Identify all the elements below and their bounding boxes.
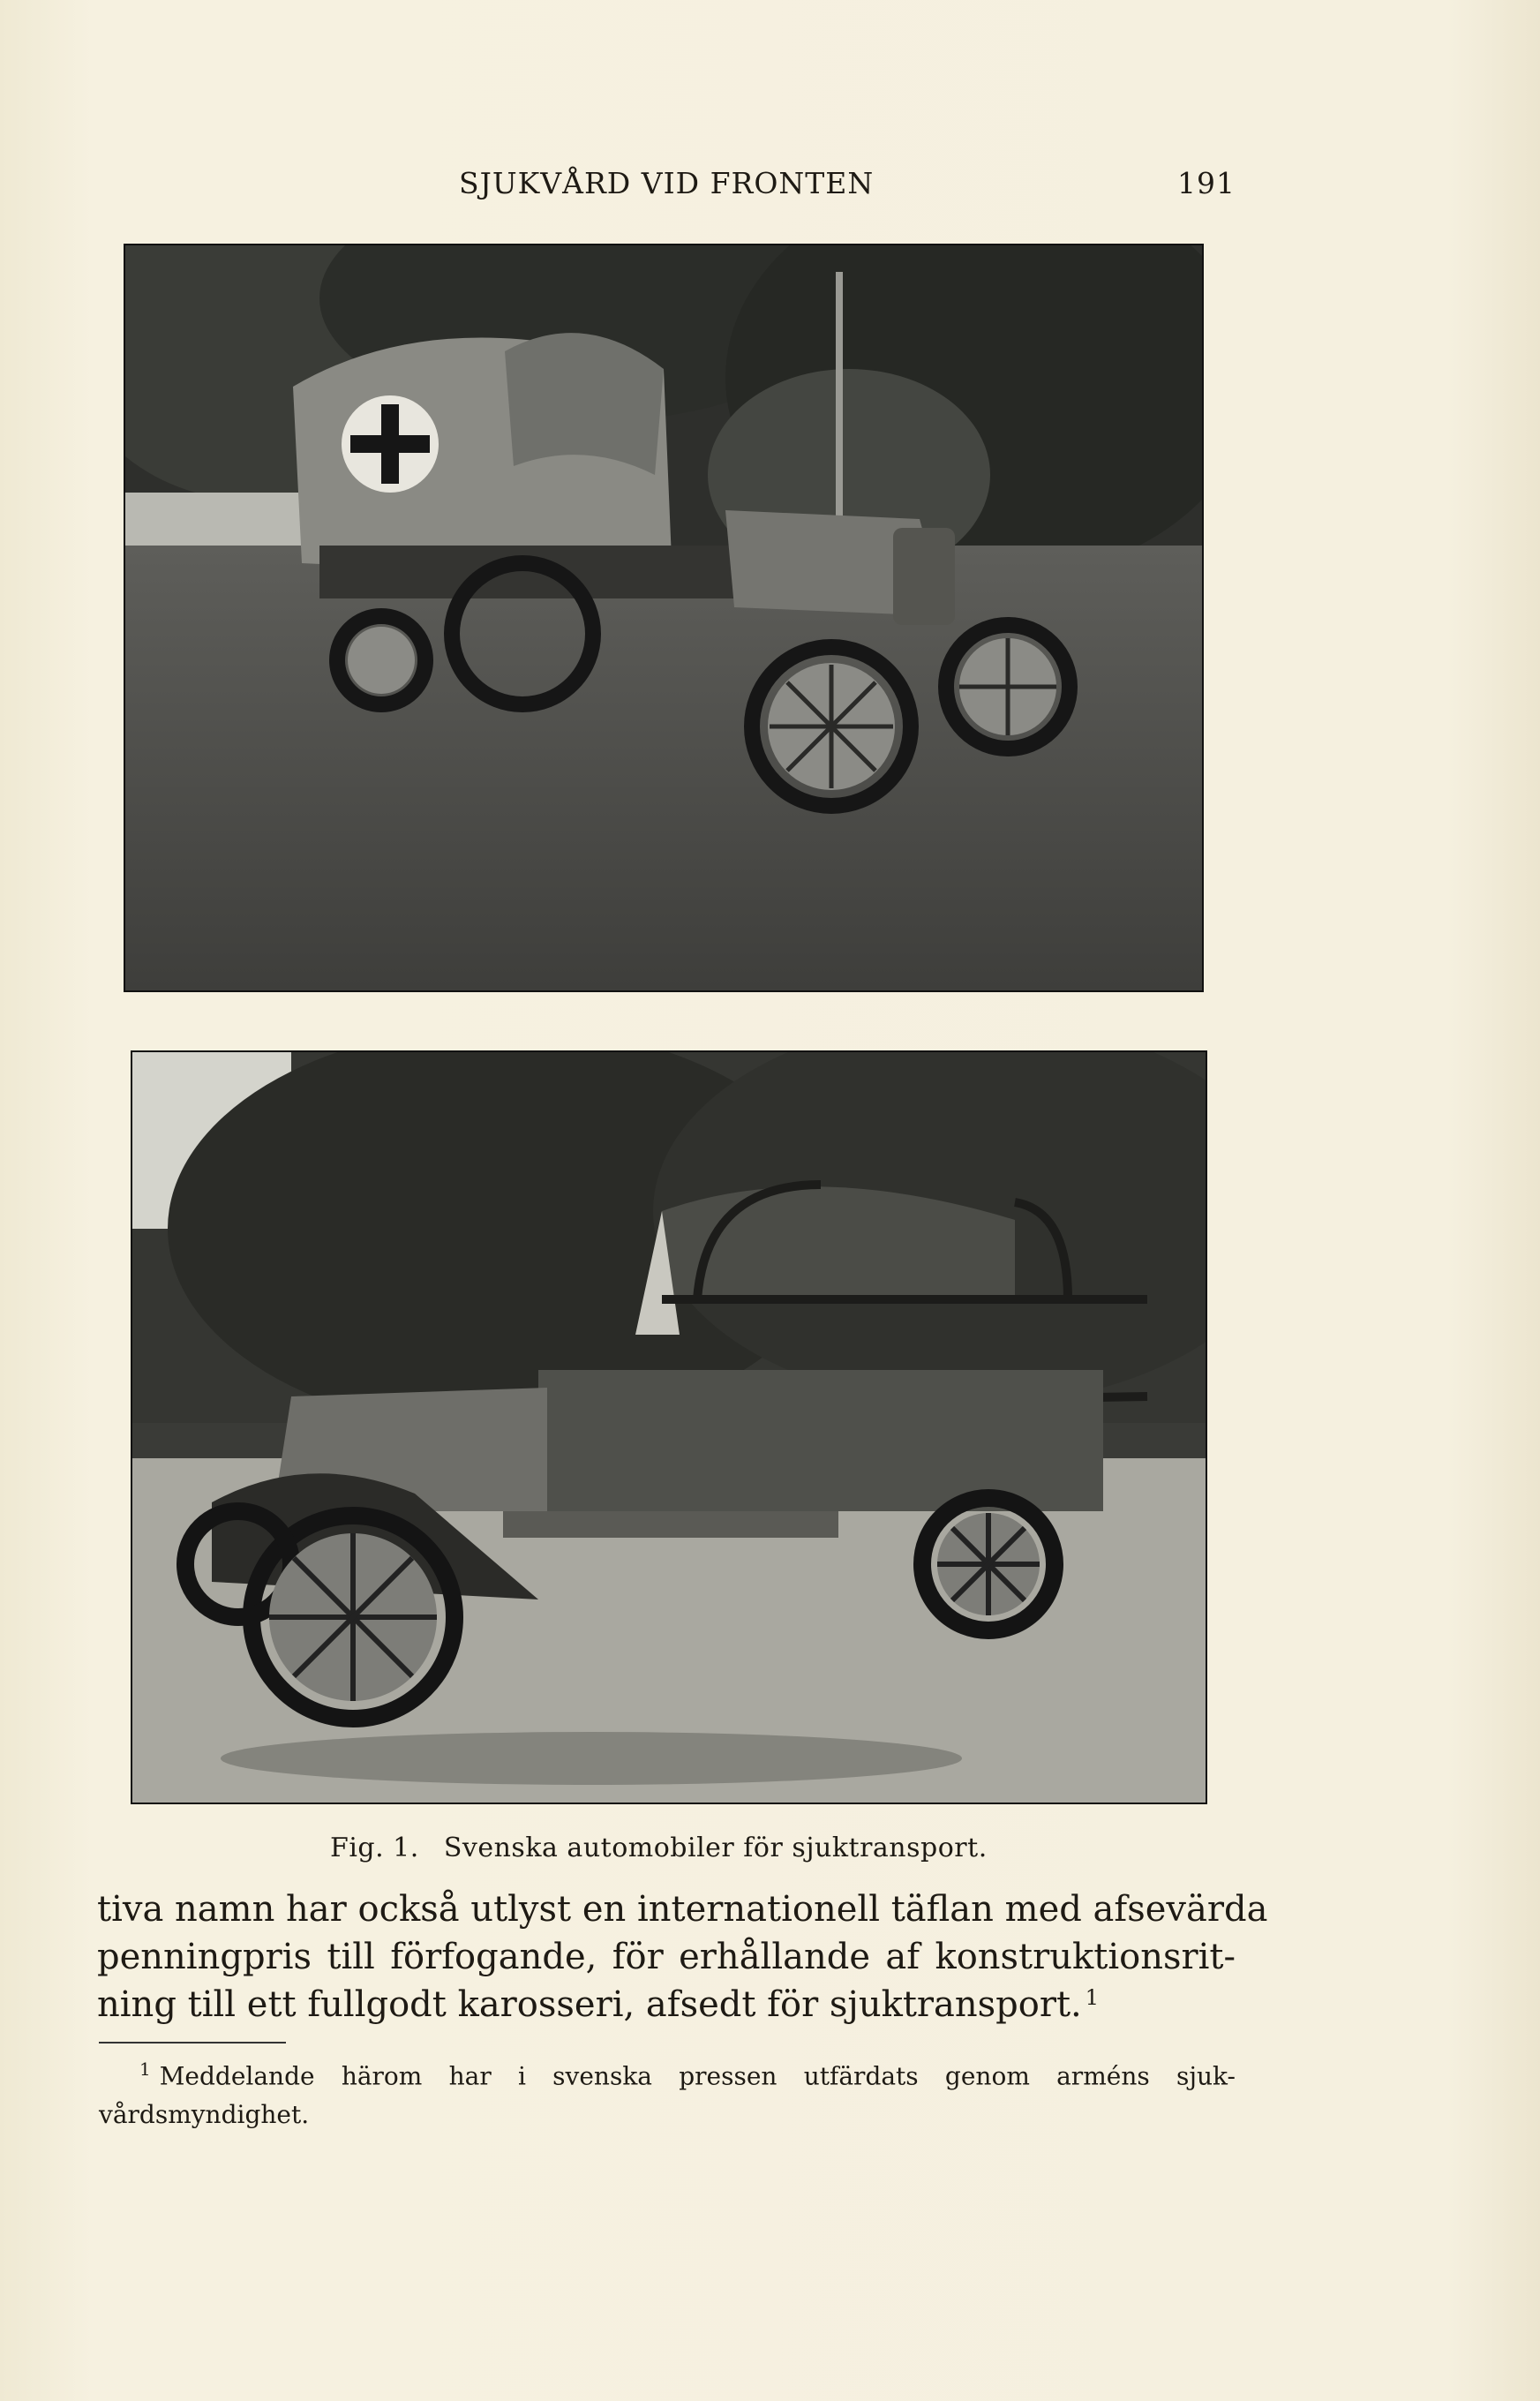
- photo-ambulance-front-view: [124, 244, 1204, 992]
- body-paragraph: [97, 1885, 1268, 2028]
- running-header: [459, 166, 1236, 208]
- figure-caption-text: Svenska automobiler för sjuktransport.: [443, 1833, 988, 1863]
- body-line-text: ning till ett fullgodt karosseri, afsedt för sjuktransport.: [97, 1984, 1082, 2025]
- footnote-line: vårdsmyndighet.: [99, 2100, 310, 2130]
- footnote-divider: [99, 2042, 286, 2043]
- body-line: penningpris till förfogande, för erhållande af konstruktionsrit-: [97, 1937, 1236, 1977]
- figure-caption: [330, 1833, 1124, 1863]
- body-line-last: [97, 1981, 1236, 2028]
- photo-ambulance-side-view: [131, 1050, 1207, 1804]
- footnote-line-text: Meddelande härom har i svenska pressen utfärdats genom arméns sjuk-: [159, 2061, 1236, 2091]
- photo-ambulance-side-view-image: [132, 1052, 1206, 1803]
- figure-label: Fig. 1.: [330, 1833, 419, 1863]
- footnote-line: [99, 2050, 1236, 2096]
- footnote-reference: 1: [1085, 1985, 1100, 2010]
- page-number: 191: [1177, 166, 1236, 200]
- footnote: [99, 2050, 1236, 2134]
- running-title: SJUKVÅRD VID FRONTEN: [459, 166, 875, 200]
- photo-ambulance-front-view-image: [125, 245, 1202, 990]
- footnote-mark: 1: [139, 2059, 151, 2080]
- body-line: tiva namn har också utlyst en internationell täflan med afsevärda: [97, 1889, 1268, 1930]
